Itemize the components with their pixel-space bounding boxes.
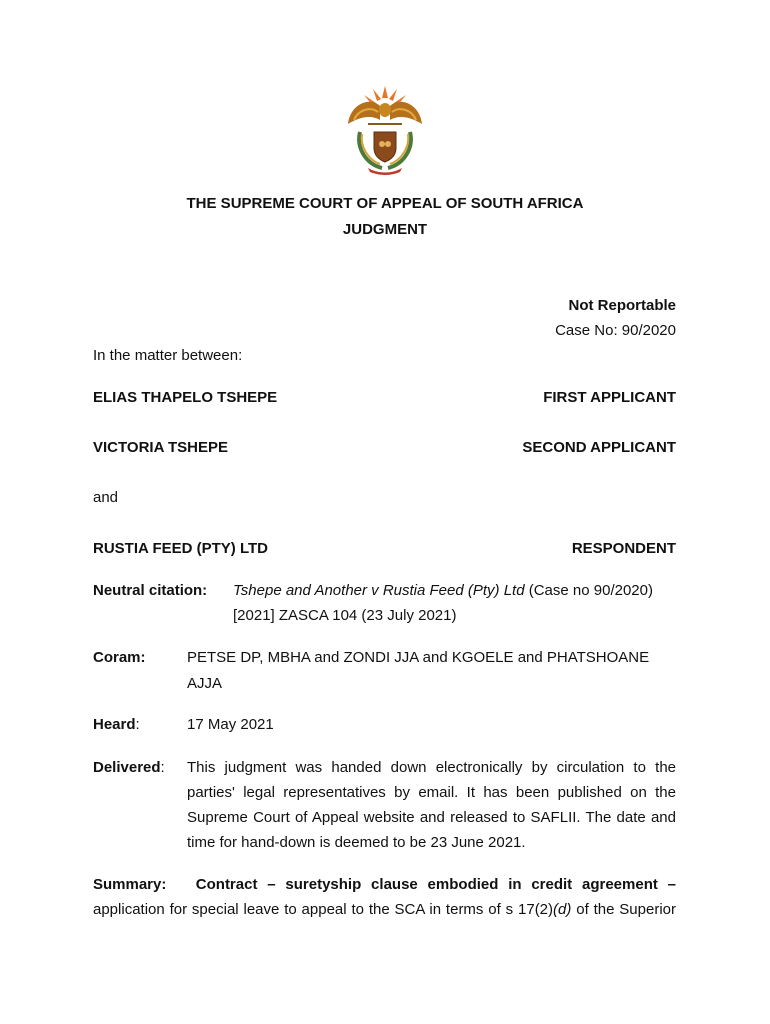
first-applicant-role: FIRST APPLICANT xyxy=(543,389,676,406)
citation-line-1 xyxy=(233,582,676,599)
citation-case-name: Tshepe and Another v Rustia Feed (Pty) Ltd xyxy=(233,582,525,599)
matter-intro: In the matter between: xyxy=(93,347,243,364)
summary-line-2-italic: (d) xyxy=(553,901,572,918)
delivered-line-2: parties' legal representatives by email. It has been published on the xyxy=(187,784,676,801)
delivered-line-1: This judgment was handed down electronically by circulation to the xyxy=(187,759,676,776)
heard-date: 17 May 2021 xyxy=(187,716,274,733)
coram-label: Coram: xyxy=(93,649,146,666)
delivered-label: Delivered xyxy=(93,759,161,776)
citation-case-number: (Case no 90/2020) xyxy=(524,582,653,599)
summary-line-2 xyxy=(93,901,676,918)
delivered-colon: : xyxy=(160,759,165,776)
heard-colon: : xyxy=(135,716,140,733)
citation-label: Neutral citation: xyxy=(93,582,208,599)
reportable-status: Not Reportable xyxy=(568,297,676,314)
delivered-label-wrap xyxy=(93,759,165,776)
document-type: JUDGMENT xyxy=(342,221,428,238)
first-applicant-name: ELIAS THAPELO TSHEPE xyxy=(93,389,278,406)
summary-line-2-post: of the Superior xyxy=(571,901,676,918)
heard-label-wrap xyxy=(93,716,140,733)
coram-line-1: PETSE DP, MBHA and ZONDI JJA and KGOELE and PHATSHOANE xyxy=(187,649,650,666)
second-applicant-role: SECOND APPLICANT xyxy=(522,439,676,456)
citation-line-2: [2021] ZASCA 104 (23 July 2021) xyxy=(233,607,457,624)
summary-line-2-pre: application for special leave to appeal to the SCA in terms of s 17(2) xyxy=(93,901,554,918)
respondent-role: RESPONDENT xyxy=(571,540,676,557)
respondent-name: RUSTIA FEED (PTY) LTD xyxy=(93,540,268,557)
case-number: Case No: 90/2020 xyxy=(555,322,676,339)
second-applicant-name: VICTORIA TSHEPE xyxy=(93,439,229,456)
court-title: THE SUPREME COURT OF APPEAL OF SOUTH AFRICA xyxy=(186,195,584,212)
coram-line-2: AJJA xyxy=(187,675,223,692)
summary-line-1 xyxy=(93,876,676,893)
and-separator: and xyxy=(93,489,119,506)
delivered-line-4: time for hand-down is deemed to be 23 June 2021. xyxy=(187,834,526,851)
coat-of-arms-icon xyxy=(340,84,430,176)
delivered-line-3: Supreme Court of Appeal website and released to SAFLII. The date and xyxy=(187,809,676,826)
heard-label: Heard xyxy=(93,716,136,733)
summary-label: Summary: xyxy=(93,876,167,893)
summary-bold-text: Contract – suretyship clause embodied in credit agreement – xyxy=(195,876,676,893)
